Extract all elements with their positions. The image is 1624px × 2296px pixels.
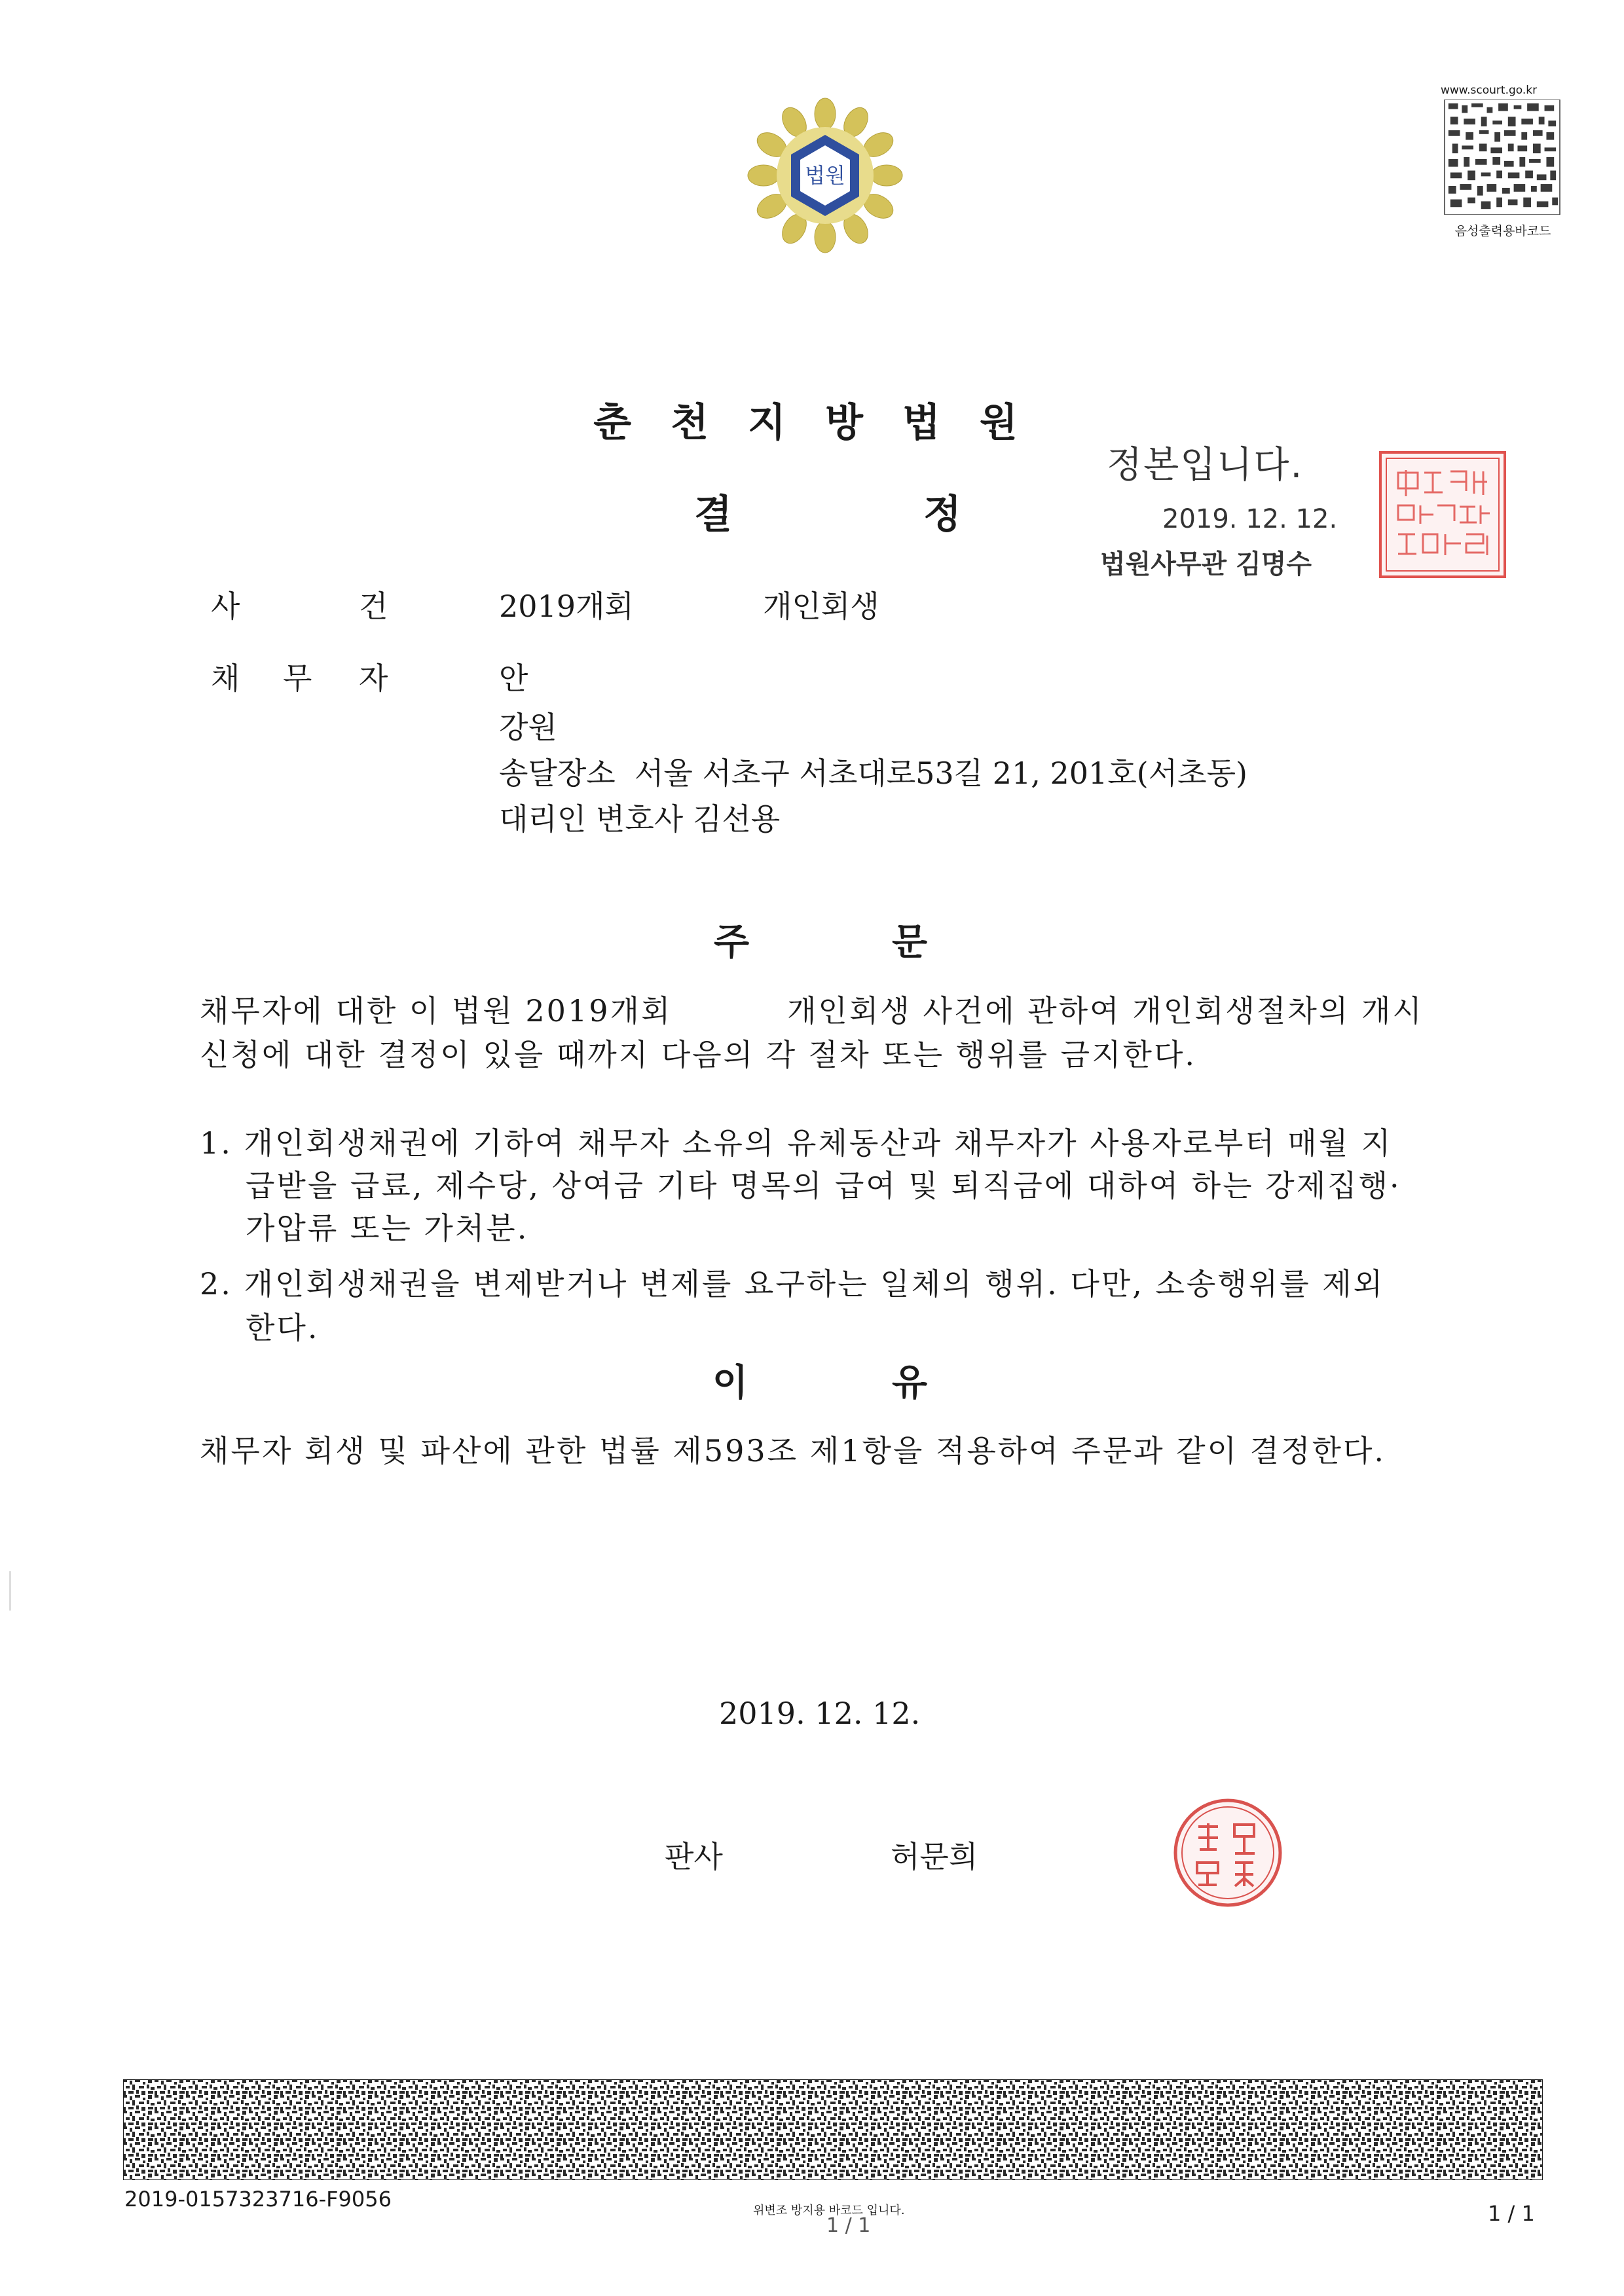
debtor-label: 무 [283, 661, 312, 696]
barcode-note: 위변조 방지용 바코드 입니다. [753, 2204, 905, 2217]
reason-heading: 유 [892, 1362, 928, 1404]
order-text: 신청에 대한 결정이 있을 때까지 다음의 각 절차 또는 행위를 금지한다. [200, 1037, 1197, 1072]
page-number-center: 1 / 1 [826, 2214, 871, 2237]
reason-heading: 이 [712, 1362, 748, 1404]
order-text: 개인회생 사건에 관하여 개인회생절차의 개시 [787, 993, 1424, 1029]
document-type-char-2: 정 [923, 492, 961, 538]
debtor-label: 자 [359, 661, 388, 696]
qr-caption: 음성출력용바코드 [1454, 224, 1551, 238]
clerk-seal [1378, 450, 1507, 579]
order-item-2: 한다. [246, 1310, 320, 1345]
judge-name: 허문희 [891, 1839, 978, 1874]
case-number: 2019개회 [499, 589, 634, 624]
certification-date: 2019. 12. 12. [1162, 504, 1338, 534]
order-heading: 주 [714, 921, 750, 964]
debtor-label: 채 [211, 661, 240, 696]
order-item-1: 가압류 또는 가처분. [246, 1211, 529, 1246]
qr-url: www.scourt.go.kr [1441, 84, 1538, 97]
legal-agent: 대리인 변호사 김선용 [499, 801, 781, 837]
debtor-region: 강원 [499, 710, 557, 745]
court-emblem [747, 97, 904, 254]
order-text: 채무자에 대한 이 법원 2019개회 [200, 993, 673, 1029]
scan-mark [9, 1571, 11, 1611]
certified-copy-text: 정본입니다. [1107, 444, 1304, 486]
order-item-2: 2. 개인회생채권을 변제받거나 변제를 요구하는 일체의 행위. 다만, 소송행위를 제외 [200, 1266, 1385, 1302]
judge-seal [1172, 1797, 1283, 1908]
order-item-1: 급받을 급료, 제수당, 상여금 기타 명목의 급여 및 퇴직금에 대하여 하는 강제집행· [246, 1168, 1401, 1203]
debtor-name: 안 [499, 661, 528, 696]
emblem-text: 법원 [805, 163, 845, 188]
case-name: 개인회생 [763, 589, 879, 624]
document-type-char-1: 결 [694, 492, 732, 538]
court-title: 춘천지방법원 [593, 400, 1057, 446]
case-label: 건 [359, 589, 388, 624]
document-id: 2019-0157323716-F9056 [124, 2187, 392, 2212]
order-heading: 문 [892, 921, 928, 964]
order-item-1: 1. 개인회생채권에 기하여 채무자 소유의 유체동산과 채무자가 사용자로부터 매월 지 [200, 1125, 1393, 1161]
page-number: 1 / 1 [1488, 2201, 1535, 2226]
voice-output-barcode [1444, 100, 1560, 215]
decision-date: 2019. 12. 12. [719, 1696, 921, 1731]
judge-title: 판사 [665, 1839, 723, 1874]
reason-text: 채무자 회생 및 파산에 관한 법률 제593조 제1항을 적용하여 주문과 같이 결정한다. [200, 1433, 1386, 1468]
anti-forgery-barcode [123, 2079, 1543, 2180]
case-label: 사 [211, 589, 240, 624]
service-address: 송달장소 서울 서초구 서초대로53길 21, 201호(서초동) [499, 756, 1247, 791]
court-clerk: 법원사무관 김명수 [1100, 549, 1312, 579]
